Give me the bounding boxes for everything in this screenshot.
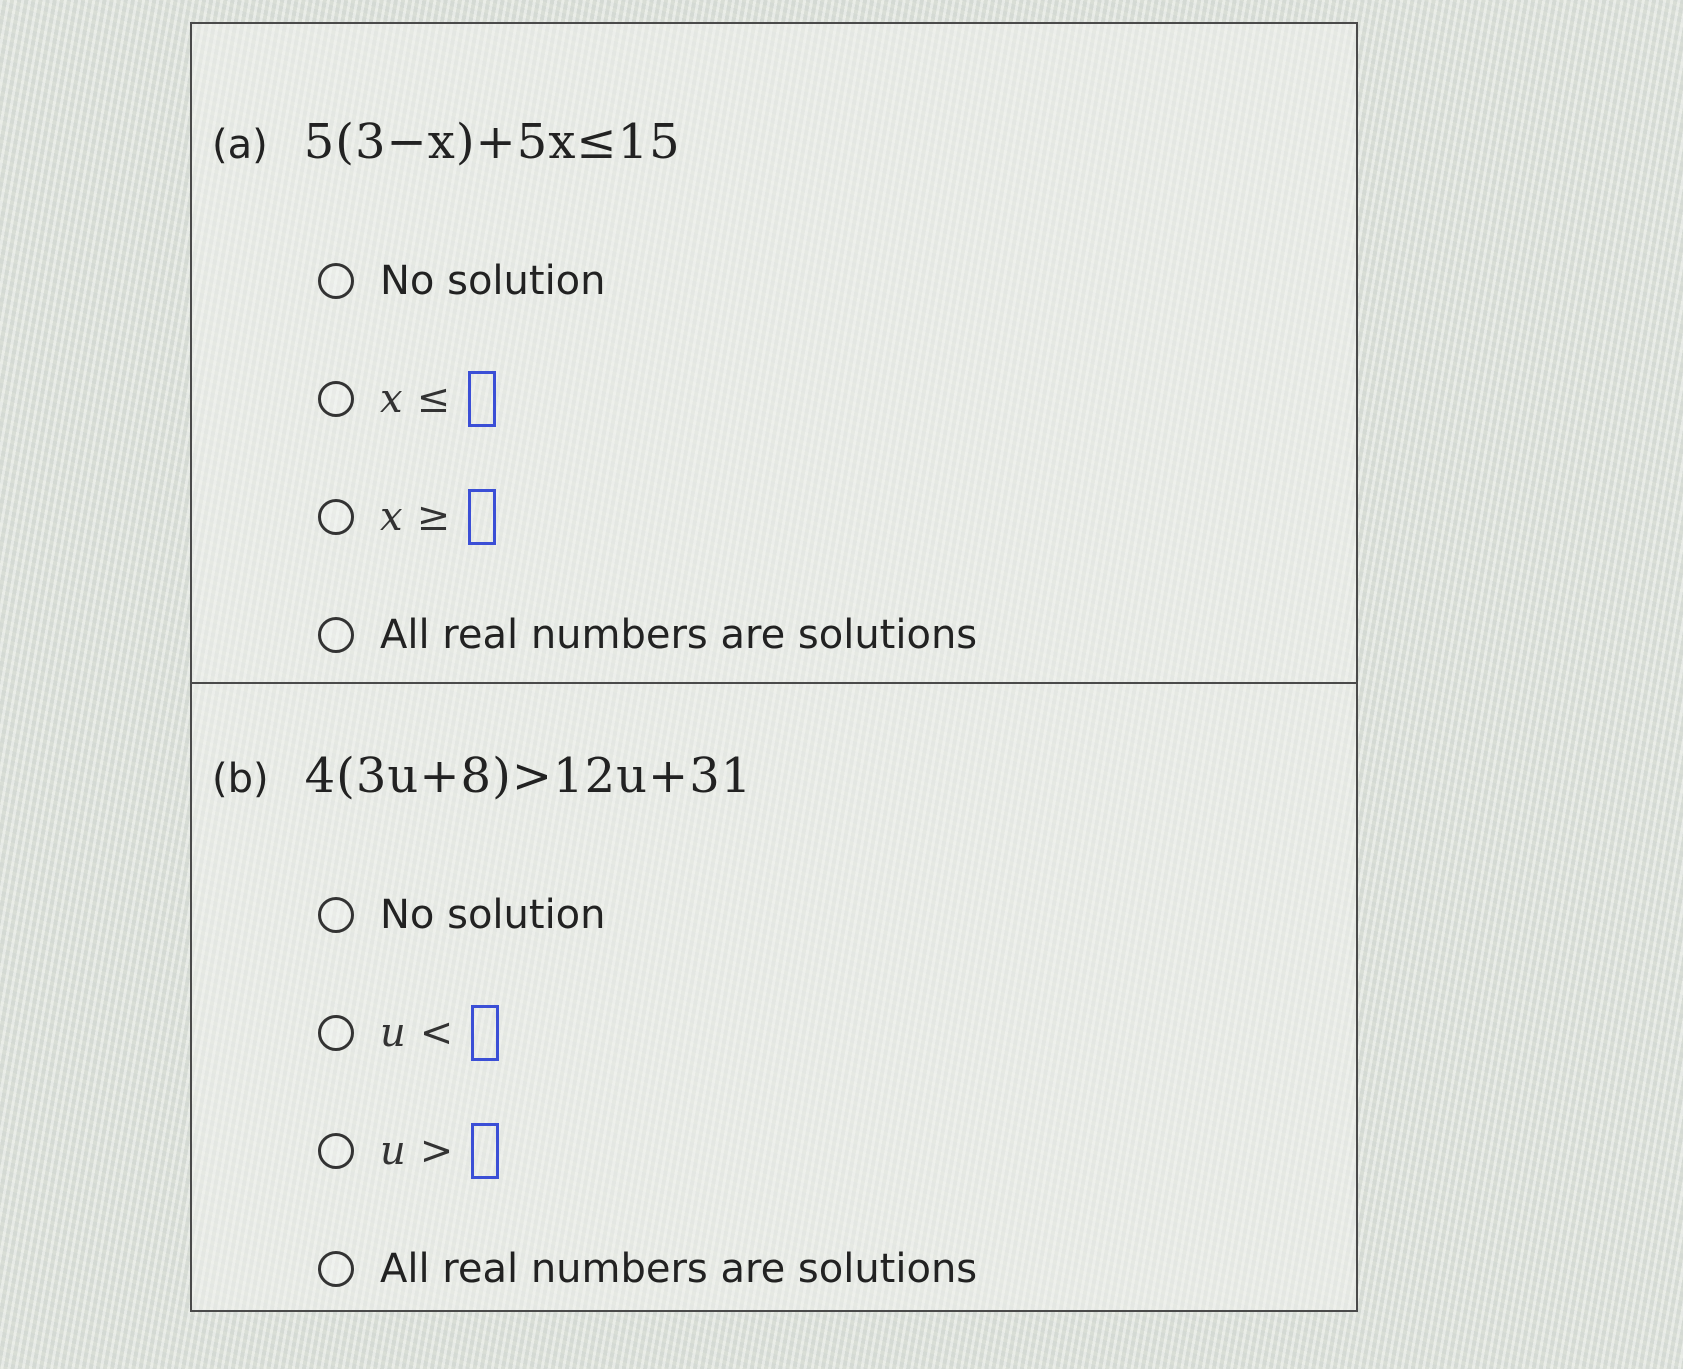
radio-unselected-icon[interactable]: [318, 1251, 354, 1287]
option-b-all-real[interactable]: [318, 1210, 1336, 1328]
question-a-options: [318, 222, 1336, 694]
option-b-no-solution[interactable]: [318, 856, 1336, 974]
option-label: All real numbers are solutions: [380, 612, 978, 658]
option-a-x-less-equal[interactable]: [318, 340, 1336, 458]
question-panel: [190, 22, 1358, 1312]
question-a: [212, 114, 1336, 694]
inequality-variable: x: [380, 494, 403, 540]
question-b: [212, 748, 1336, 1328]
inequality-operator: ≥: [416, 494, 451, 540]
option-a-no-solution[interactable]: [318, 222, 1336, 340]
inequality-operator: ≤: [416, 376, 451, 422]
answer-input-b-gt[interactable]: [471, 1123, 499, 1179]
radio-unselected-icon[interactable]: [318, 499, 354, 535]
inequality-variable: x: [380, 376, 403, 422]
answer-input-a-leq[interactable]: [468, 371, 496, 427]
option-b-u-greater[interactable]: [318, 1092, 1336, 1210]
answer-input-b-lt[interactable]: [471, 1005, 499, 1061]
option-a-all-real[interactable]: [318, 576, 1336, 694]
option-label: No solution: [380, 258, 606, 304]
question-b-label: (b): [212, 756, 269, 802]
question-b-expression: 4(3u+8)>12u+31: [304, 748, 753, 804]
option-label: All real numbers are solutions: [380, 1246, 978, 1292]
radio-unselected-icon[interactable]: [318, 1133, 354, 1169]
radio-unselected-icon[interactable]: [318, 263, 354, 299]
option-b-u-less[interactable]: [318, 974, 1336, 1092]
question-a-label: (a): [212, 122, 268, 168]
question-b-header: [212, 748, 1336, 838]
question-a-expression: 5(3−x)+5x≤15: [303, 114, 681, 170]
inequality-variable: u: [380, 1128, 406, 1174]
option-label: No solution: [380, 892, 606, 938]
inequality-operator: >: [419, 1128, 454, 1174]
radio-unselected-icon[interactable]: [318, 1015, 354, 1051]
radio-unselected-icon[interactable]: [318, 381, 354, 417]
inequality-operator: <: [419, 1010, 454, 1056]
section-divider: [192, 682, 1356, 684]
question-a-header: [212, 114, 1336, 204]
inequality-variable: u: [380, 1010, 406, 1056]
answer-input-a-geq[interactable]: [468, 489, 496, 545]
question-b-options: [318, 856, 1336, 1328]
option-a-x-greater-equal[interactable]: [318, 458, 1336, 576]
radio-unselected-icon[interactable]: [318, 897, 354, 933]
radio-unselected-icon[interactable]: [318, 617, 354, 653]
